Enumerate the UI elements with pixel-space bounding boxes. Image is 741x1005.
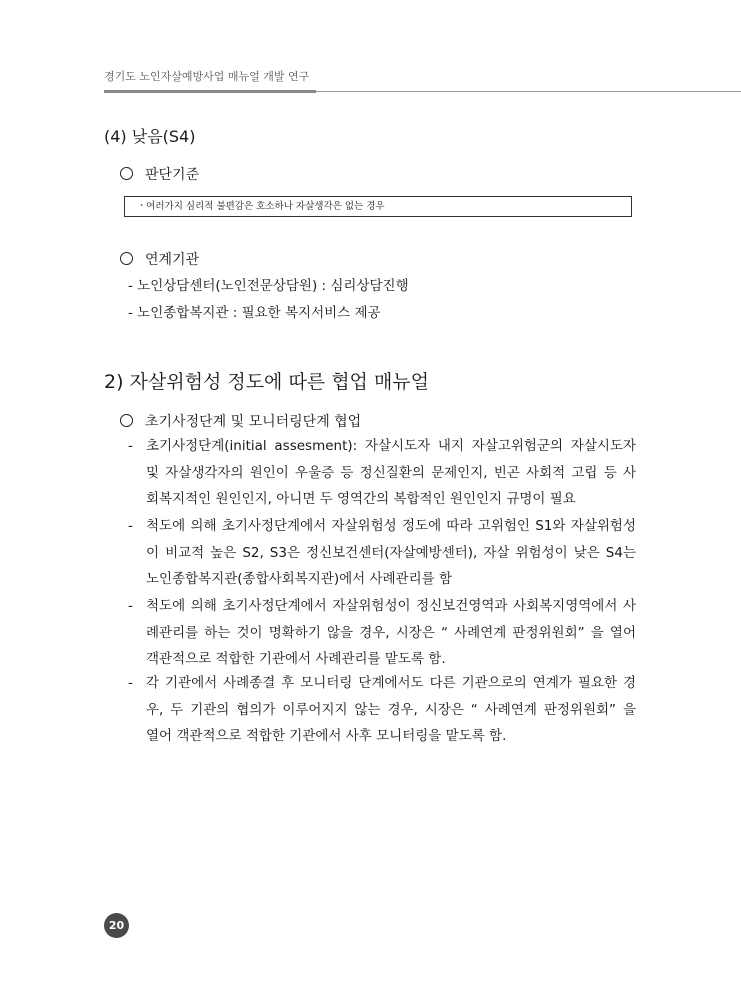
dash-bullet: - bbox=[128, 438, 133, 454]
running-header: 경기도 노인자살예방사업 매뉴얼 개발 연구 bbox=[104, 70, 310, 83]
dash-bullet: - bbox=[128, 518, 133, 534]
paragraph bbox=[128, 513, 636, 593]
section-2-heading: 2) 자살위험성 정도에 따른 협업 매뉴얼 bbox=[104, 371, 430, 393]
paragraph-line: 척도에 의해 초기사정단계에서 자살위험성이 정신보건영역과 사회복지영역에서 사 bbox=[146, 598, 636, 614]
collab-subheading-item bbox=[120, 411, 361, 431]
paragraph-line: 각 기관에서 사례종결 후 모니터링 단계에서도 다른 기관으로의 연계가 필요한 경 bbox=[146, 675, 636, 691]
agency-item: - 노인상담센터(노인전문상담원) : 심리상담진행 bbox=[128, 278, 409, 294]
circle-bullet-icon bbox=[120, 252, 133, 265]
paragraph-line: 열어 객관적으로 적합한 기관에서 사후 모니터링을 맡도록 함. bbox=[146, 728, 507, 745]
paragraph bbox=[128, 433, 636, 513]
paragraph-line: 회복지적인 원인인지, 아니면 두 영역간의 복합적인 원인인지 규명이 필요 bbox=[146, 491, 576, 508]
circle-bullet-icon bbox=[120, 167, 133, 180]
paragraph-line: 및 자살생각자의 원인이 우울증 등 정신질환의 문제인지, 빈곤 사회적 고립 등 사 bbox=[146, 464, 636, 481]
paragraph-line: 우, 두 기관의 협의가 이루어지지 않는 경우, 시장은 “ 사례연계 판정위원회” 을 bbox=[146, 701, 636, 718]
header-rule-accent bbox=[104, 90, 316, 93]
paragraph bbox=[128, 670, 636, 750]
criteria-item bbox=[120, 164, 199, 184]
circle-bullet-icon bbox=[120, 414, 133, 427]
agencies-item bbox=[120, 249, 199, 269]
paragraph-line: 례관리를 하는 것이 명확하기 않을 경우, 시장은 “ 사례연계 판정위원회” 을 열어 bbox=[146, 624, 636, 641]
paragraph-line: 노인종합복지관(종합사회복지관)에서 사례관리를 함 bbox=[146, 571, 453, 588]
criteria-label: 판단기준 bbox=[145, 167, 200, 183]
collab-subheading: 초기사정단계 및 모니터링단계 협업 bbox=[145, 414, 362, 430]
dash-bullet: - bbox=[128, 675, 133, 691]
agency-item: - 노인종합복지관 : 필요한 복지서비스 제공 bbox=[128, 305, 381, 321]
paragraph-line: 이 비교적 높은 S2, S3은 정신보건센터(자살예방센터), 자살 위험성이 낮은 S4는 bbox=[146, 544, 636, 561]
page-number: 20 bbox=[104, 913, 129, 938]
paragraph bbox=[128, 593, 636, 673]
criteria-box: ㆍ여러가지 심리적 불편감은 호소하나 자살생각은 없는 경우 bbox=[124, 196, 632, 217]
paragraph-line: 척도에 의해 초기사정단계에서 자살위험성 정도에 따라 고위험인 S1와 자살위험성 bbox=[146, 518, 636, 534]
paragraph-line: 객관적으로 적합한 기관에서 사례관리를 맡도록 함. bbox=[146, 651, 446, 668]
agencies-label: 연계기관 bbox=[145, 252, 200, 268]
paragraph-line: 초기사정단계(initial assesment): 자살시도자 내지 자살고위험군의 자살시도자 bbox=[146, 438, 636, 454]
section-s4-heading: (4) 낮음(S4) bbox=[104, 127, 196, 146]
dash-bullet: - bbox=[128, 598, 133, 614]
